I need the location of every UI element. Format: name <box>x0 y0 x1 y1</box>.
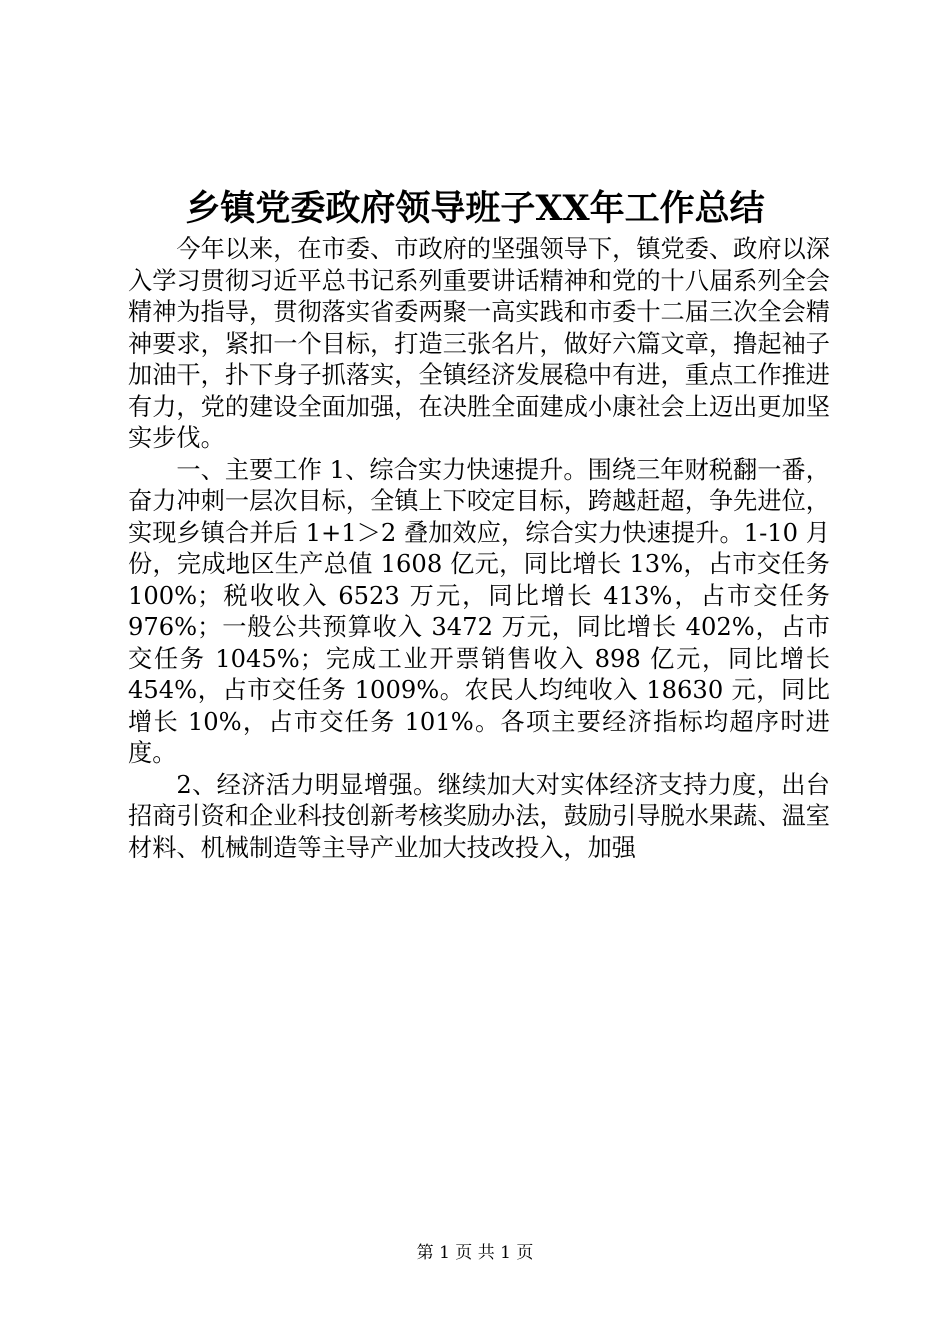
paragraph-intro: 今年以来，在市委、市政府的坚强领导下，镇党委、政府以深入学习贯彻习近平总书记系列重要讲话精神和党的十八届系列全会精神为指导，贯彻落实省委两聚一高实践和市委十二届三次全会精神要求，紧扣一个目标，打造三张名片，做好六篇文章，撸起袖子加油干，扑下身子抓落实，全镇经济发展稳中有进，重点工作推进有力，党的建设全面加强，在决胜全面建成小康社会上迈出更加坚实步伐。 <box>128 235 830 452</box>
document-body <box>128 234 830 864</box>
paragraph-main-work: 一、主要工作 1、综合实力快速提升。围绕三年财税翻一番，奋力冲刺一层次目标，全镇上下咬定目标，跨越赶超，争先进位，实现乡镇合并后 1+1＞2 叠加效应，综合实力快速提升。1-10 月份，完成地区生产总值 1608 亿元，同比增长 13%，占市交任务 100%；税收收入 6523 万元，同比增长 413%，占市交任务 976%；一般公共预算收入 3472 万元，同比增长 402%，占市交任务 1045%；完成工业开票销售收入 898 亿元，同比增长 454%，占市交任务 1009%。农民人均纯收入 18630 元，同比增长 10%，占市交任务 101%。各项主要经济指标均超序时进度。 <box>128 455 830 767</box>
page-footer: 第 1 页 共 1 页 <box>416 1243 534 1263</box>
paragraph-economic-vitality: 2、经济活力明显增强。继续加大对实体经济支持力度，出台招商引资和企业科技创新考核奖励办法，鼓励引导脱水果蔬、温室材料、机械制造等主导产业加大技改投入，加强 <box>128 770 830 862</box>
document-title: 乡镇党委政府领导班子XX年工作总结 <box>185 188 765 229</box>
